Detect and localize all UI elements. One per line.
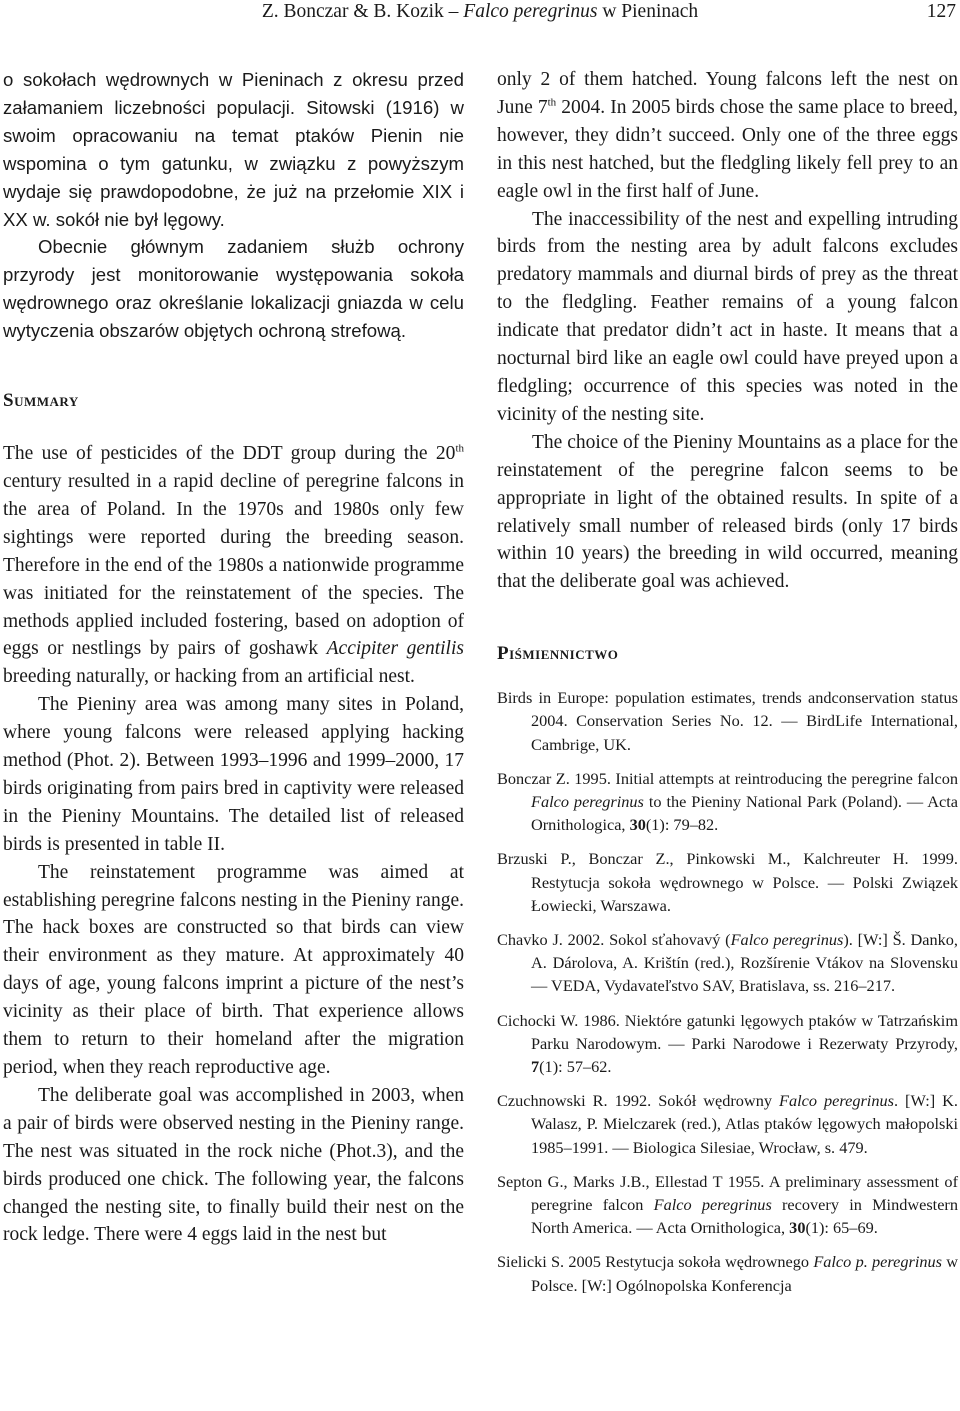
summary-paragraph-2: The Pieniny area was among many sites in Poland, where young falcons were released applying hacking method (Phot. 2). Between 1993–1996 and 1999–2000, 17 birds originating from pairs bred in captivity were released in the Pieniny Mountains. The detailed list of released birds is presented in table II. [3,694,464,855]
summary-heading: Summary [3,390,79,412]
left-column [3,66,464,1249]
summary-p1-sup: th [455,442,464,455]
right-column [497,66,958,1308]
reference-species: Falco peregrinus [730,930,844,950]
reference-item [497,1089,958,1159]
summary-p1-text-c: breeding naturally, or hacking from an artificial nest. [3,666,415,688]
running-title [0,0,960,24]
reference-text: Cichocki W. 1986. Niektóre gatunki lęgowych ptaków w Tatrzańskim Parku Narodowym. — Parki Narodowe i Rezerwaty Przyrody, [497,1010,958,1053]
summary-p1-text-a: The use of pesticides of the DDT group during the 20 [3,443,456,465]
reference-item [497,1170,958,1240]
reference-text: Brzuski P., Bonczar Z., Pinkowski M., Kalchreuter H. 1999. Restytucja sokoła wędrownego w Polsce. — Polski Związek Łowiecki, Warszawa. [497,849,958,915]
reference-text: Chavko J. 2002. Sokol sťahovavý ( [497,930,731,950]
reference-text: to the Pieniny National Park (Poland). — Acta Ornithologica, [531,792,958,835]
right-paragraph-1 [497,66,958,206]
right-p1-sup: th [547,96,557,109]
reference-text: recovery in Mindwestern North America. — Acta Ornithologica, [531,1195,958,1238]
reference-volume: 30 [629,815,646,835]
reference-text: Czuchnowski R. 1992. Sokół wędrowny [497,1091,779,1111]
summary-p1-text-b: century resulted in a rapid decline of peregrine falcons in the area of Poland. In the 1970s and 1980s only few sightings were reported during the breeding season. Therefore in the end of the 1980s a nationwide programme was initiated for the reinstatement of the species. The methods applied included fostering, based on adoption of eggs or nestlings by pairs of goshawk [3,470,464,660]
reference-text: (1): 65–69. [805,1218,878,1238]
right-paragraph-3: The choice of the Pieniny Mountains as a place for the reinstatement of the peregrine falcon seems to be appropriate in light of the obtained results. In spite of a relatively small number of released birds (only 17 birds within 10 years) the breeding in wild occurred, meaning that the deliberate goal was achieved. [497,431,958,593]
summary-paragraph-3: The reinstatement programme was aimed at establishing peregrine falcons nesting in the Pieniny range. The hack boxes are constructed so that birds can view their environment as they mature. At approximately 40 days of age, young falcons imprint a picture of the nest’s vicinity as their place of birth. That experience allows them to return to their homeland after the migration period, when they reach reproductive age. [3,861,464,1078]
reference-text: Sielicki S. 2005 Restytucja sokoła wędrownego [497,1252,814,1272]
reference-item [497,1250,958,1296]
summary-paragraph-4: The deliberate goal was accomplished in 2003, when a pair of birds were observed nesting in the Pieniny range. The nest was situated in the rock niche (Phot.3), and the birds produced one chick. The following year, the falcons changed the nesting site, to finally build their nest on the rock ledge. There were 4 eggs laid in the nest but [3,1084,464,1246]
reference-species: Falco peregrinus [653,1195,772,1215]
reference-species: Falco peregrinus [779,1091,894,1111]
polish-paragraph-1: o sokołach wędrownych w Pieninach z okresu przed załamaniem liczebności populacji. Sitowski (1916) w swoim opracowaniu na temat ptaków Pienin nie wspomina o tym gatunku, w związku z powyższym wydaje się prawdopodobne, że już na przełomie XIX i XX w. sokół nie był lęgowy. [3,69,464,230]
reference-volume: 7 [531,1057,540,1077]
reference-text: Bonczar Z. 1995. Initial attempts at reintroducing the peregrine falcon [497,768,958,788]
running-place: w Pieninach [597,1,699,22]
reference-item [497,767,958,837]
references-heading: Piśmiennictwo [497,643,619,665]
reference-volume: 30 [789,1218,806,1238]
reference-item [497,847,958,917]
reference-species: Falco peregrinus [531,792,644,812]
reference-text: Septon G., Marks J.B., Ellestad T 1955. A preliminary assessment of peregrine falcon [497,1171,958,1215]
reference-list [497,686,958,1297]
reference-text: ). [W:] Š. Danko, A. Dárolova, A. Krištín (red.), Rozšírenie Vtákov na Slovensku — VEDA, Vydavateľstvo SAV, Bratislava, ss. 216–217. [531,930,958,996]
reference-text: Birds in Europe: population estimates, trends andconservation status 2004. Conservation Series No. 12. — BirdLife International, Cambrige, UK. [497,688,958,754]
reference-item [497,928,958,998]
reference-text: (1): 79–82. [645,815,719,835]
reference-item [497,686,958,756]
reference-species: Falco p. peregrinus [813,1252,942,1272]
reference-item [497,1009,958,1079]
right-p1-text-a: only 2 of them hatched. Young falcons left the nest on June 7 [497,69,958,118]
running-species: Falco peregrinus [463,1,598,22]
right-paragraph-2: The inaccessibility of the nest and expelling intruding birds from the nesting area by adult falcons excludes predatory mammals and diurnal birds of prey as the threat to the fledgling. Feather remains of a young falcon indicate that predator didn’t act in haste. It means that a nocturnal bird like an eagle owl could have preyed upon a fledgling; occurrence of this species was noted in the vicinity of the nesting site. [497,208,958,425]
polish-paragraph-2: Obecnie głównym zadaniem służb ochrony przyrody jest monitorowanie występowania sokoła wędrownego oraz określanie lokalizacji gniazda w celu wytyczenia obszarów objętych ochroną strefową. [3,236,464,342]
page-number: 127 [926,1,956,22]
reference-text: (1): 57–62. [539,1057,612,1077]
right-p1-text-b: 2004. In 2005 birds chose the same place to breed, however, they didn’t succeed. Only one of the three eggs in this nest hatched, but the fledgling likely fell prey to an eagle owl in the first half of June. [497,96,958,202]
summary-p1-species: Accipiter gentilis [326,638,464,660]
running-head [0,0,960,28]
reference-text: . [W:] K. Walasz, P. Mielczarek (red.), Atlas ptaków lęgowych małopolski 1985–1991. — Biologica Silesiae, Wrocław, s. 479. [531,1091,958,1157]
reference-text: w Polsce. [W:] Ogólnopolska Konferencja [531,1252,959,1295]
summary-paragraph-1 [3,440,464,691]
running-authors: Z. Bonczar & B. Kozik – [261,1,464,22]
